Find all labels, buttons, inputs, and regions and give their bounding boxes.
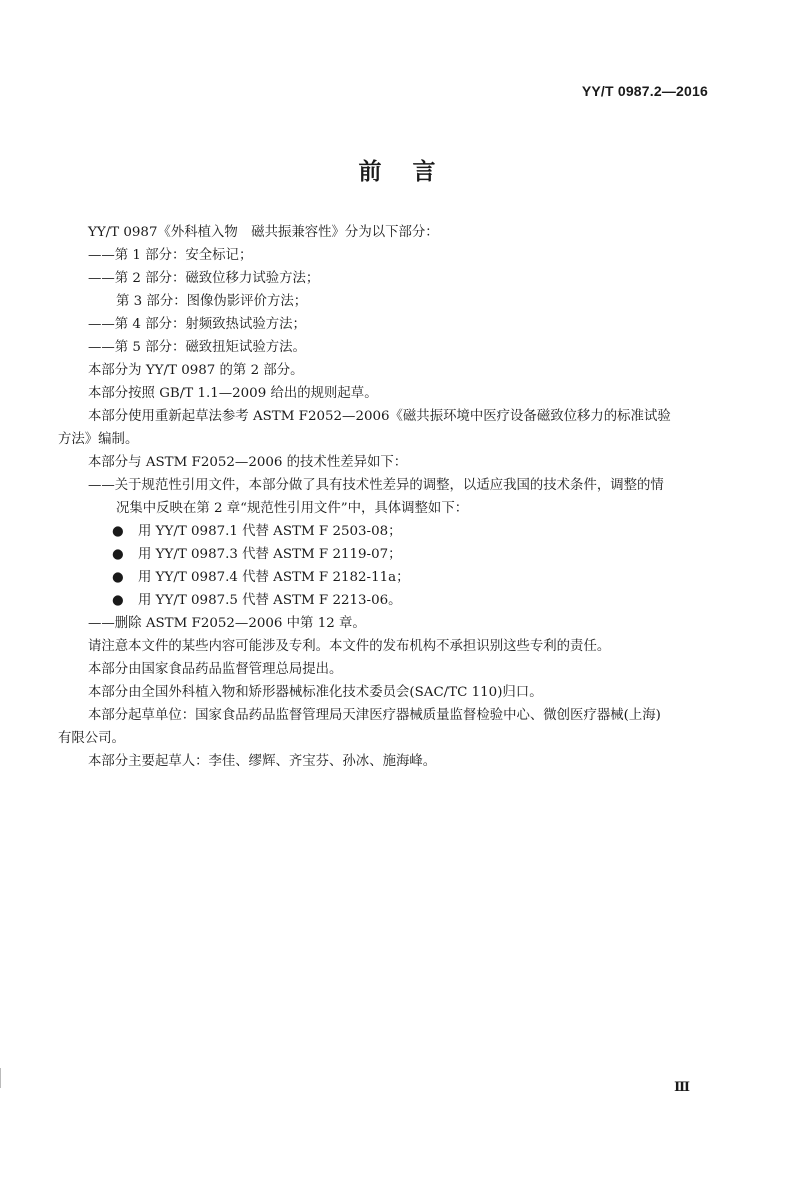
paragraph-line: ——删除 ASTM F2052—2006 中第 12 章。 [88,616,366,631]
paragraph-line: 方法》编制。 [58,432,139,447]
paragraph-line: ——第 5 部分：磁致扭矩试验方法。 [88,340,306,355]
paragraph-line: 况集中反映在第 2 章“规范性引用文件”中，具体调整如下： [116,501,469,516]
paragraph-line: 本部分与 ASTM F2052—2006 的技术性差异如下： [88,455,408,470]
paragraph-line: 本部分主要起草人：李佳、缪辉、齐宝芬、孙冰、施海峰。 [88,754,437,769]
paragraph-line: 本部分为 YY/T 0987 的第 2 部分。 [88,363,304,378]
bullet-icon: ● [112,570,124,585]
paragraph-line: YY/T 0987《外科植入物 磁共振兼容性》分为以下部分： [88,225,439,240]
paragraph-line: 本部分使用重新起草法参考 ASTM F2052—2006《磁共振环境中医疗设备磁致位移力的标准试验 [88,409,671,424]
paragraph-line: 本部分由全国外科植入物和矫形器械标准化技术委员会(SAC/TC 110)归口。 [88,685,543,700]
list-item [112,590,402,612]
scan-edge-mark [0,1068,5,1088]
bullet-icon: ● [112,547,124,562]
bullet-icon: ● [112,524,124,539]
paragraph-line: 本部分由国家食品药品监督管理总局提出。 [88,662,343,677]
list-item [112,521,402,543]
paragraph-line: 请注意本文件的某些内容可能涉及专利。本文件的发布机构不承担识别这些专利的责任。 [88,639,611,654]
paragraph-line: 有限公司。 [58,731,125,746]
list-item-text: 用 YY/T 0987.5 代替 ASTM F 2213-06。 [138,593,402,608]
paragraph-line: 本部分起草单位：国家食品药品监督管理局天津医疗器械质量监督检验中心、微创医疗器械(上海) [88,708,661,723]
list-item [112,567,409,589]
paragraph-line: ——第 2 部分：磁致位移力试验方法； [88,271,320,286]
paragraph-line: ——第 1 部分：安全标记； [88,248,253,263]
page-title: 前言 [358,158,467,185]
paragraph-line: 本部分按照 GB/T 1.1—2009 给出的规则起草。 [88,386,378,401]
bullet-icon: ● [112,593,124,608]
list-item-text: 用 YY/T 0987.1 代替 ASTM F 2503-08； [138,524,402,539]
page-number: Ⅲ [674,1080,690,1095]
document-code: YY/T 0987.2—2016 [581,83,708,99]
paragraph-line: 第 3 部分：图像伪影评价方法； [116,294,308,309]
paragraph-line: ——关于规范性引用文件，本部分做了具有技术性差异的调整，以适应我国的技术条件，调整的情 [88,478,664,493]
paragraph-line: ——第 4 部分：射频致热试验方法； [88,317,306,332]
list-item-text: 用 YY/T 0987.4 代替 ASTM F 2182-11a； [138,570,410,585]
list-item-text: 用 YY/T 0987.3 代替 ASTM F 2119-07； [138,547,402,562]
list-item [112,544,402,566]
